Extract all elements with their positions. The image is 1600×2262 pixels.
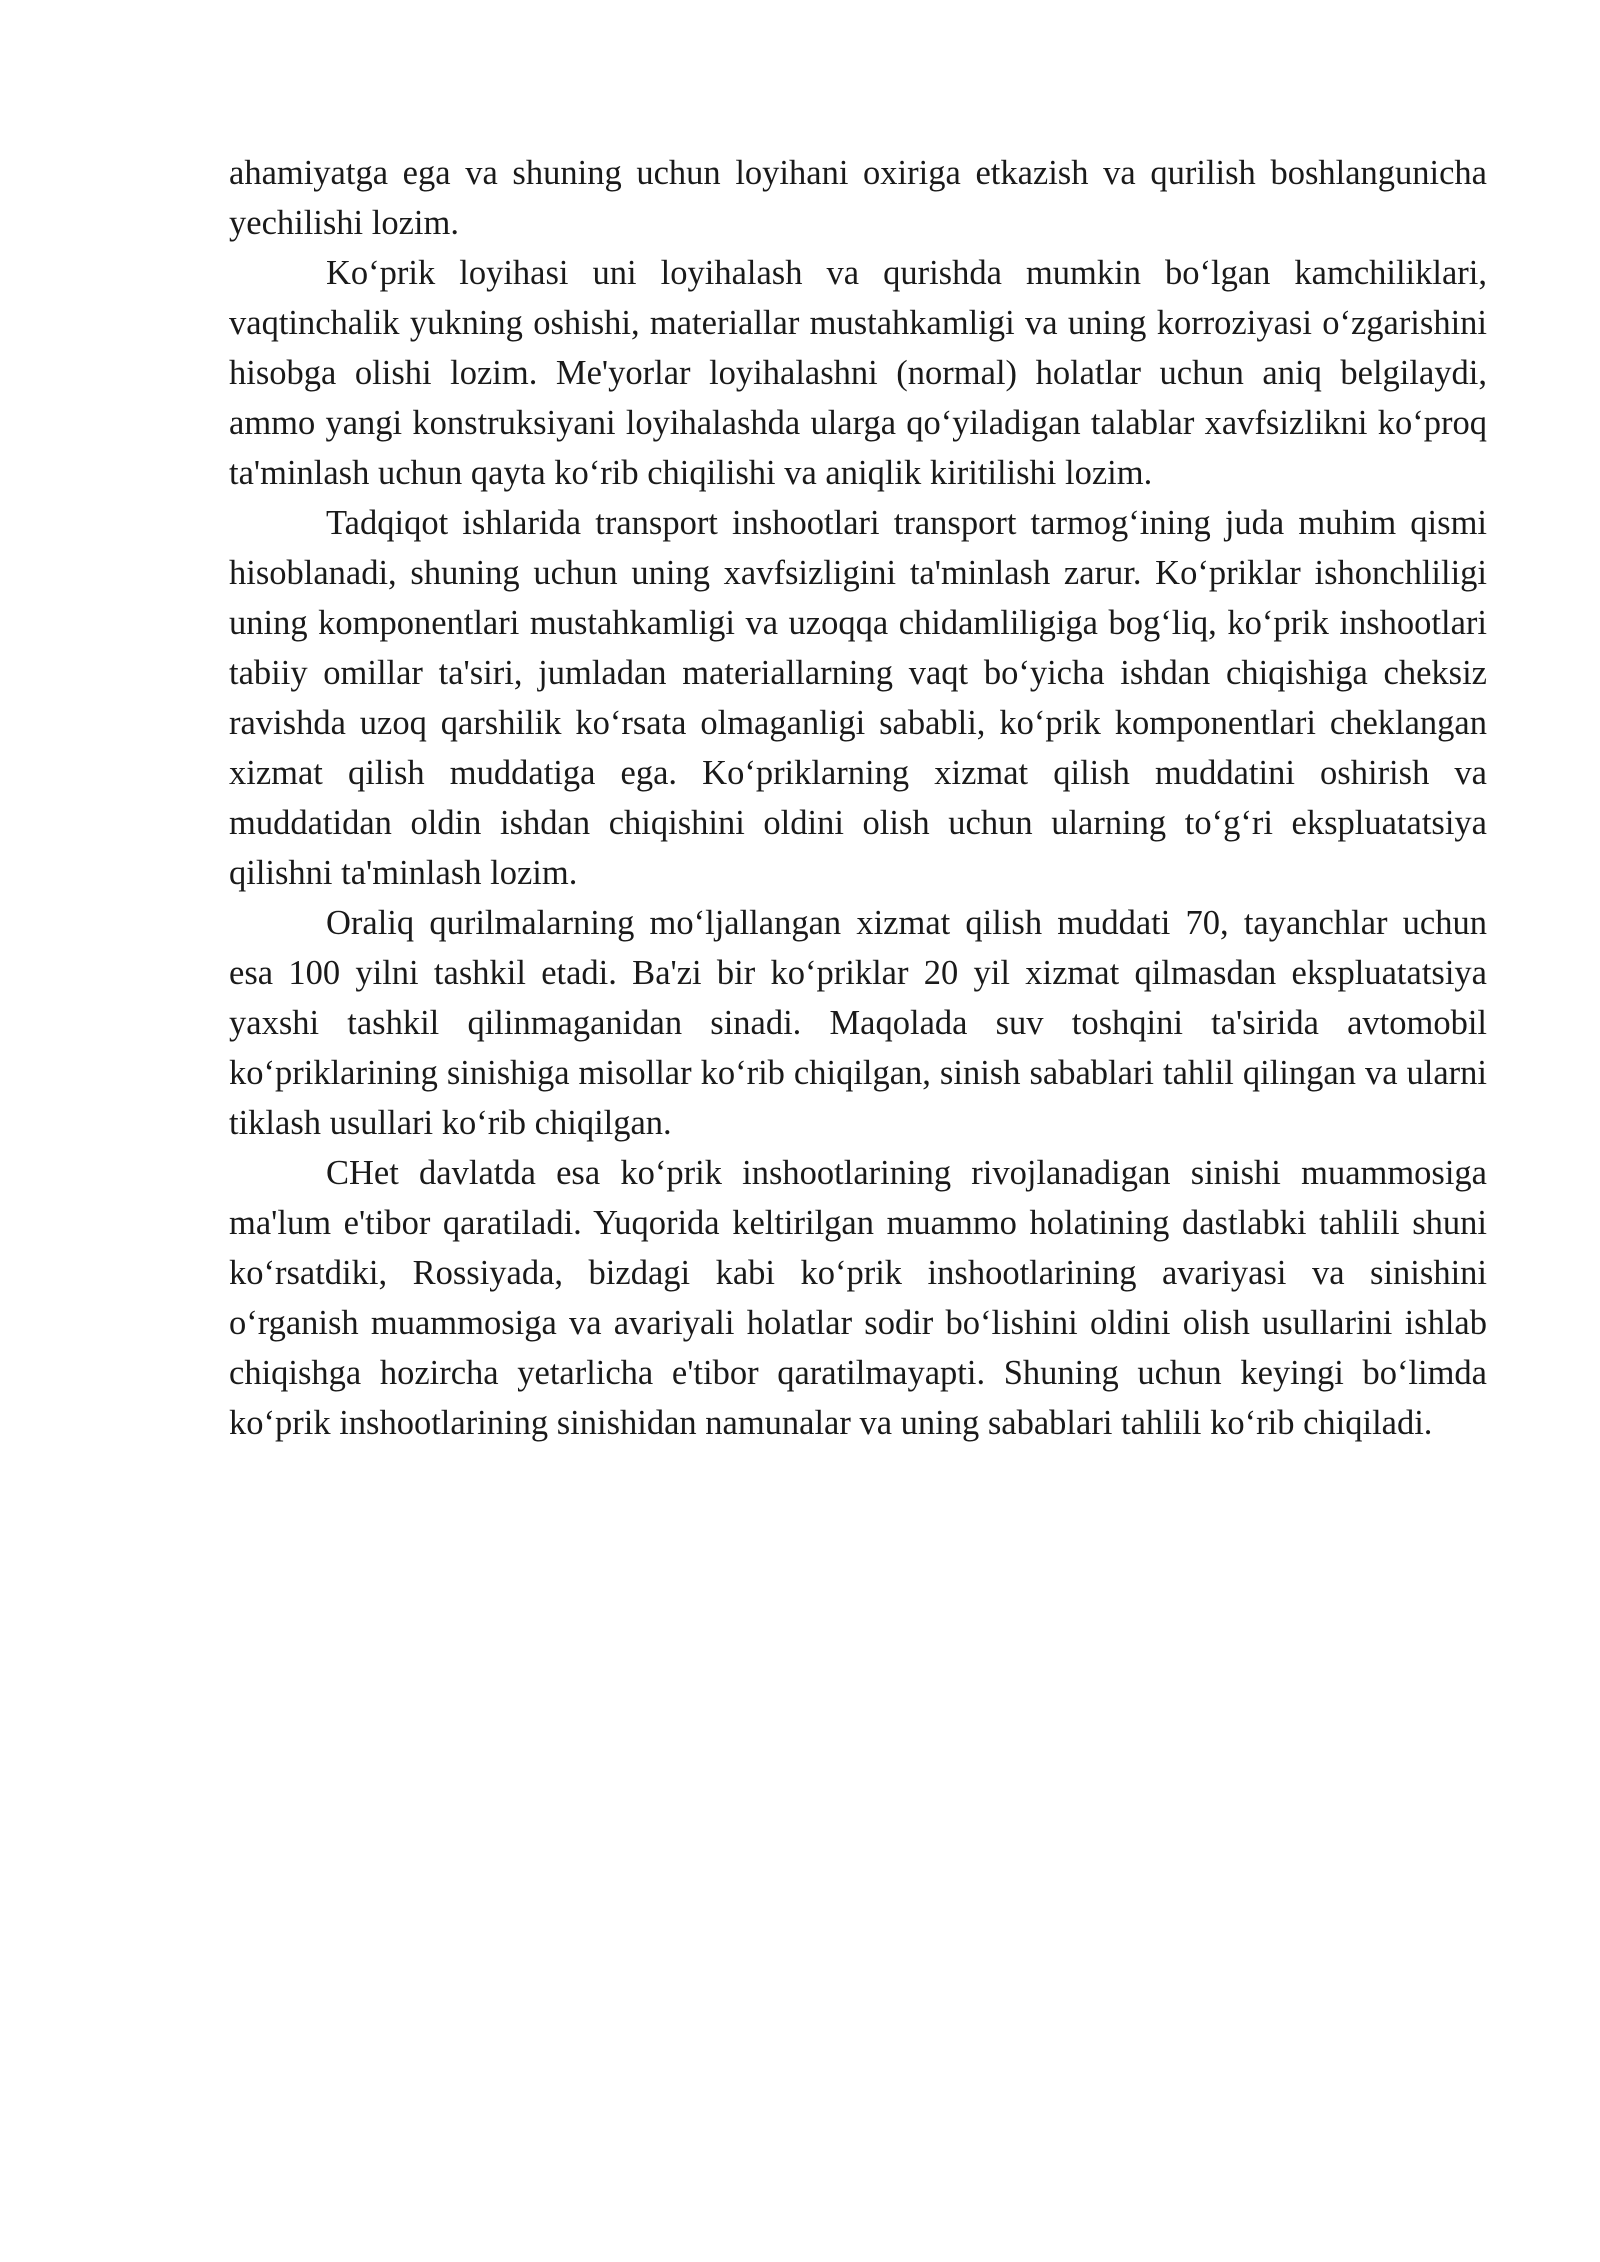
paragraph-4: Oraliq qurilmalarning mo‘ljallangan xizmat qilish muddati 70, tayanchlar uchun esa 100 yilni tashkil etadi. Ba'zi bir ko‘priklar 20 yil xizmat qilmasdan ekspluatatsiya yaxshi tashkil qilinmaganidan sinadi. Maqolada suv toshqini ta'sirida avtomobil ko‘priklarining sinishiga misollar ko‘rib chiqilgan, sinish sabablari tahlil qilingan va ularni tiklash usullari ko‘rib chiqilgan.: [229, 904, 1487, 1142]
paragraph-3: Tadqiqot ishlarida transport inshootlari transport tarmog‘ining juda muhim qismi hisoblanadi, shuning uchun uning xavfsizligini ta'minlash zarur. Ko‘priklar ishonchliligi uning komponentlari mustahkamligi va uzoqqa chidamliligiga bog‘liq, ko‘prik inshootlari tabiiy omillar ta'siri, jumladan materiallarning vaqt bo‘yicha ishdan chiqishiga cheksiz ravishda uzoq qarshilik ko‘rsata olmaganligi sababli, ko‘prik komponentlari cheklangan xizmat qilish muddatiga ega. Ko‘priklarning xizmat qilish muddatini oshirish va muddatidan oldin ishdan chiqishini oldini olish uchun ularning to‘g‘ri ekspluatatsiya qilishni ta'minlash lozim.: [229, 504, 1487, 892]
paragraph-5: CHet davlatda esa ko‘prik inshootlarining rivojlanadigan sinishi muammosiga ma'lum e'tibor qaratiladi. Yuqorida keltirilgan muammo holatining dastlabki tahlili shuni ko‘rsatdiki, Rossiyada, bizdagi kabi ko‘prik inshootlarining avariyasi va sinishini o‘rganish muammosiga va avariyali holatlar sodir bo‘lishini oldini olish usullarini ishlab chiqishga hozircha yetarlicha e'tibor qaratilmayapti. Shuning uchun keyingi bo‘limda ko‘prik inshootlarining sinishidan namunalar va uning sabablari tahlili ko‘rib chiqiladi.: [229, 1154, 1487, 1442]
document-body: [229, 148, 1487, 1448]
paragraph-1: ahamiyatga ega va shuning uchun loyihani oxiriga etkazish va qurilish boshlangunicha yechilishi lozim.: [229, 154, 1487, 242]
paragraph-2: Ko‘prik loyihasi uni loyihalash va qurishda mumkin bo‘lgan kamchiliklari, vaqtinchalik yukning oshishi, materiallar mustahkamligi va uning korroziyasi o‘zgarishini hisobga olishi lozim. Me'yorlar loyihalashni (normal) holatlar uchun aniq belgilaydi, ammo yangi konstruksiyani loyihalashda ularga qo‘yiladigan talablar xavfsizlikni ko‘proq ta'minlash uchun qayta ko‘rib chiqilishi va aniqlik kiritilishi lozim.: [229, 254, 1487, 492]
